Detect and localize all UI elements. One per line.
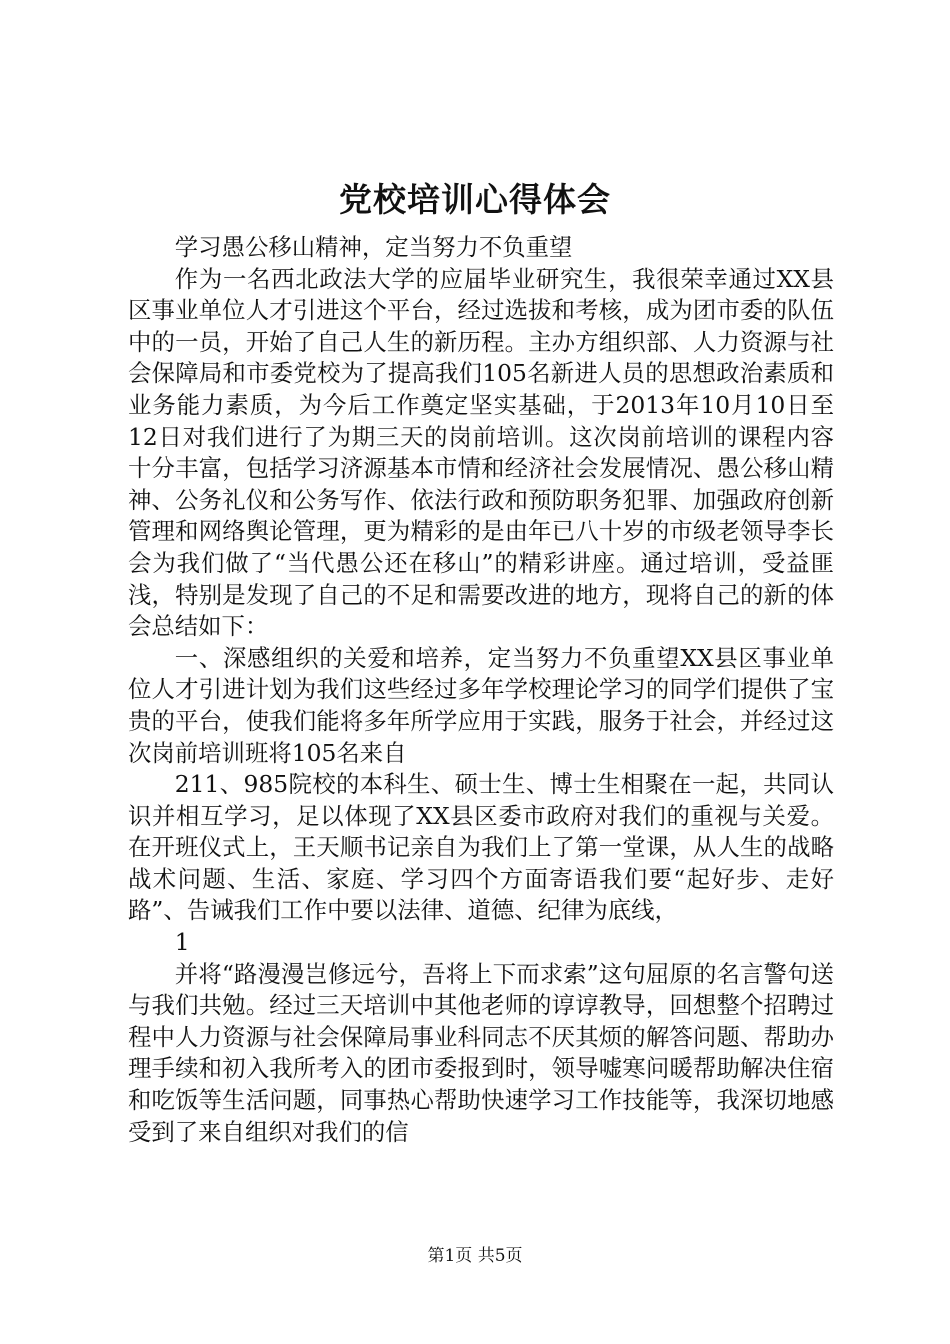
paragraph-subtitle: 学习愚公移山精神，定当努力不负重望 bbox=[174, 233, 573, 261]
paragraph-section-one: 一、深感组织的关爱和培养，定当努力不负重望XX县区事业单位人才引进计划为我们这些经过多年学校理论学习的同学们提供了宝贵的平台，使我们能将多年所学应用于实践，服务于社会，并经过这次岗前培训班将105名来自 bbox=[128, 643, 834, 767]
document-body bbox=[128, 232, 834, 1148]
page-footer: 第1页 共5页 bbox=[427, 1246, 523, 1266]
document-title: 党校培训心得体会 bbox=[339, 180, 611, 219]
inline-page-number: 1 bbox=[174, 928, 190, 957]
paragraph-continuation: 211、985院校的本科生、硕士生、博士生相聚在一起，共同认识并相互学习，足以体现了XX县区委市政府对我们的重视与关爱。在开班仪式上，王天顺书记亲自为我们上了第一堂课，从人生的战略战术问题、生活、家庭、学习四个方面寄语我们要“起好步、走好路”、告诫我们工作中要以法律、道德、纪律为底线， bbox=[128, 770, 834, 925]
paragraph-closing: 并将“路漫漫岂修远兮，吾将上下而求索”这句屈原的名言警句送与我们共勉。经过三天培训中其他老师的谆谆教导，回想整个招聘过程中人力资源与社会保障局事业科同志不厌其烦的解答问题、帮助办理手续和初入我所考入的团市委报到时，领导嘘寒问暖帮助解决住宿和吃饭等生活问题，同事热心帮助快速学习工作技能等，我深切地感受到了来自组织对我们的信 bbox=[128, 959, 834, 1146]
paragraph-intro: 作为一名西北政法大学的应届毕业研究生，我很荣幸通过XX县区事业单位人才引进这个平台，经过选拔和考核，成为团市委的队伍中的一员，开始了自己人生的新历程。主办方组织部、人力资源与社会保障局和市委党校为了提高我们105名新进人员的思想政治素质和业务能力素质，为今后工作奠定坚实基础，于2013年10月10日至12日对我们进行了为期三天的岗前培训。这次岗前培训的课程内容十分丰富，包括学习济源基本市情和经济社会发展情况、愚公移山精神、公务礼仪和公务写作、依法行政和预防职务犯罪、加强政府创新管理和网络舆论管理，更为精彩的是由年已八十岁的市级老领导李长会为我们做了“当代愚公还在移山”的精彩讲座。通过培训，受益匪浅，特别是发现了自己的不足和需要改进的地方，现将自己的新的体会总结如下： bbox=[128, 264, 834, 641]
